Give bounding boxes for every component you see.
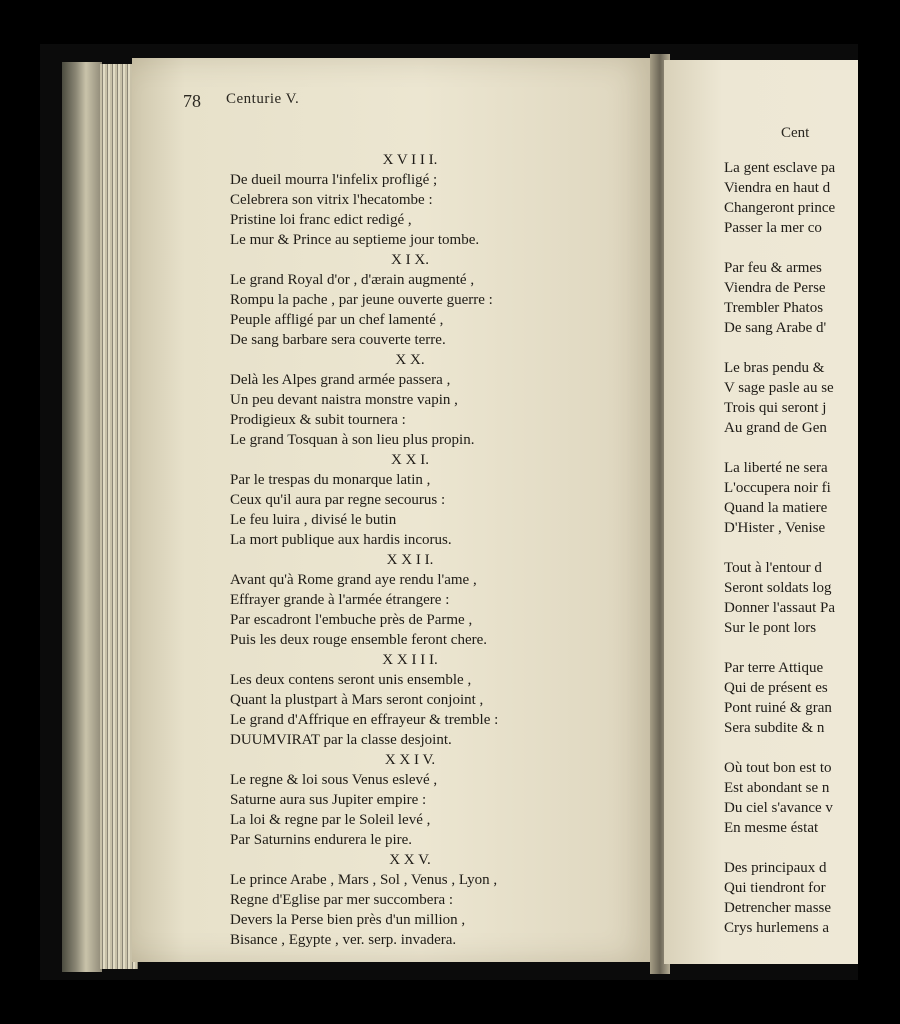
verse-line: Donner l'assaut Pa	[724, 600, 836, 616]
verse-line: Detrencher masse	[724, 900, 832, 916]
verse-line: Delà les Alpes grand armée passera ,	[230, 372, 451, 388]
verse-line: Le grand Royal d'or , d'ærain augmenté ,	[230, 272, 475, 288]
quatrain-number: X X I.	[391, 452, 429, 468]
verse-line: Au grand de Gen	[724, 420, 827, 436]
stanza-gap	[724, 638, 869, 658]
verse-line: Par escadront l'embuche près de Parme ,	[230, 612, 473, 628]
verse-line: En mesme éstat	[724, 820, 819, 836]
stanza	[724, 558, 869, 638]
verse-line: De dueil mourra l'infelix profligé ;	[230, 172, 438, 188]
verse-line: Devers la Perse bien près d'un million ,	[230, 912, 466, 928]
verse-line: D'Hister , Venise	[724, 520, 826, 536]
verse-line: Ceux qu'il aura par regne secourus :	[230, 492, 446, 508]
verse-line: Changeront prince	[724, 200, 836, 216]
verse-line: Puis les deux rouge ensemble feront chere.	[230, 632, 487, 648]
verse-line: Le grand d'Affrique en effrayeur & tremble :	[230, 712, 499, 728]
verse-line: Du ciel s'avance v	[724, 800, 833, 816]
verse-line: Le feu luira , divisé le butin	[230, 512, 397, 528]
verse-line: Sera subdite & n	[724, 720, 825, 736]
quatrain-number: X X.	[395, 352, 425, 368]
verse-line: Celebrera son vitrix l'hecatombe :	[230, 192, 433, 208]
verse-line: La loi & regne par le Soleil levé ,	[230, 812, 431, 828]
stanza-gap	[724, 738, 869, 758]
verse-line: La gent esclave pa	[724, 160, 836, 176]
verse-line: Qui de présent es	[724, 680, 828, 696]
verse-line: Quant la plustpart à Mars seront conjoint ,	[230, 692, 484, 708]
verse-line: Trois qui seront j	[724, 400, 827, 416]
quatrain	[230, 550, 590, 650]
stanza-gap	[724, 238, 869, 258]
verse-line: Par feu & armes	[724, 260, 822, 276]
verse-line: L'occupera noir fi	[724, 480, 831, 496]
quatrain	[230, 450, 590, 550]
verse-line: Passer la mer co	[724, 220, 822, 236]
quatrain-number: X I X.	[391, 252, 429, 268]
verse-line: Les deux contens seront unis ensemble ,	[230, 672, 472, 688]
quatrain-number: X X I I.	[386, 552, 434, 568]
verse-line: La mort publique aux hardis incorus.	[230, 532, 452, 548]
running-head-right: Cent	[781, 125, 810, 141]
stanza	[724, 158, 869, 238]
verse-line: Le regne & loi sous Venus eslevé ,	[230, 772, 438, 788]
quatrain-number: X X I V.	[384, 752, 436, 768]
quatrain	[230, 350, 590, 450]
verse-line: Par Saturnins endurera le pire.	[230, 832, 413, 848]
quatrain	[230, 250, 590, 350]
stanza-gap	[724, 838, 869, 858]
verse-line: Qui tiendront for	[724, 880, 826, 896]
verse-line: Rompu la pache , par jeune ouverte guerre :	[230, 292, 493, 308]
verse-line: Quand la matiere	[724, 500, 828, 516]
verse-line: Est abondant se n	[724, 780, 830, 796]
verse-line: Crys hurlemens a	[724, 920, 829, 936]
verse-line: V sage pasle au se	[724, 380, 834, 396]
verse-line: Prodigieux & subit tournera :	[230, 412, 406, 428]
stanza	[724, 658, 869, 738]
stanza	[724, 858, 869, 938]
quatrain	[230, 650, 590, 750]
verse-line: Sur le pont lors	[724, 620, 817, 636]
quatrain	[230, 150, 590, 250]
verse-line: Tout à l'entour d	[724, 560, 822, 576]
verse-line: Effrayer grande à l'armée étrangere :	[230, 592, 450, 608]
quatrain	[230, 850, 590, 950]
verse-line: Viendra en haut d	[724, 180, 831, 196]
stanza	[724, 258, 869, 338]
verse-line: Bisance , Egypte , ver. serp. invadera.	[230, 932, 457, 948]
stanza-gap	[724, 338, 869, 358]
verse-line: Regne d'Eglise par mer succombera :	[230, 892, 454, 908]
right-page-text	[724, 158, 869, 938]
verse-line: Seront soldats log	[724, 580, 832, 596]
verse-line: De sang Arabe d'	[724, 320, 827, 336]
verse-line: Le bras pendu &	[724, 360, 825, 376]
stanza-gap	[724, 438, 869, 458]
quatrain-number: X V I I I.	[382, 152, 438, 168]
verse-line: Des principaux d	[724, 860, 827, 876]
verse-line: Peuple affligé par un chef lamenté ,	[230, 312, 444, 328]
verse-line: Le prince Arabe , Mars , Sol , Venus , Lyon ,	[230, 872, 498, 888]
verse-line: DUUMVIRAT par la classe desjoint.	[230, 732, 452, 748]
stanza-gap	[724, 538, 869, 558]
quatrain-number: X X I I I.	[382, 652, 438, 668]
verse-line: Le mur & Prince au septieme jour tombe.	[230, 232, 480, 248]
verse-line: Pristine loi franc edict redigé ,	[230, 212, 412, 228]
verse-line: La liberté ne sera	[724, 460, 828, 476]
stanza	[724, 358, 869, 438]
verse-line: Saturne aura sus Jupiter empire :	[230, 792, 427, 808]
book-binding-edge	[62, 62, 102, 972]
left-page-text	[230, 150, 590, 950]
verse-line: Viendra de Perse	[724, 280, 826, 296]
verse-line: Le grand Tosquan à son lieu plus propin.	[230, 432, 475, 448]
verse-line: Par terre Attique	[724, 660, 824, 676]
verse-line: Pont ruiné & gran	[724, 700, 832, 716]
page-number: 78	[183, 91, 201, 111]
verse-line: Trembler Phatos	[724, 300, 824, 316]
verse-line: Avant qu'à Rome grand aye rendu l'ame ,	[230, 572, 477, 588]
stanza	[724, 458, 869, 538]
running-head-left: Centurie V.	[226, 91, 300, 107]
quatrain-number: X X V.	[389, 852, 431, 868]
verse-line: Un peu devant naistra monstre vapin ,	[230, 392, 458, 408]
verse-line: De sang barbare sera couverte terre.	[230, 332, 446, 348]
verse-line: Par le trespas du monarque latin ,	[230, 472, 431, 488]
quatrain	[230, 750, 590, 850]
verse-line: Où tout bon est to	[724, 760, 832, 776]
stanza	[724, 758, 869, 838]
